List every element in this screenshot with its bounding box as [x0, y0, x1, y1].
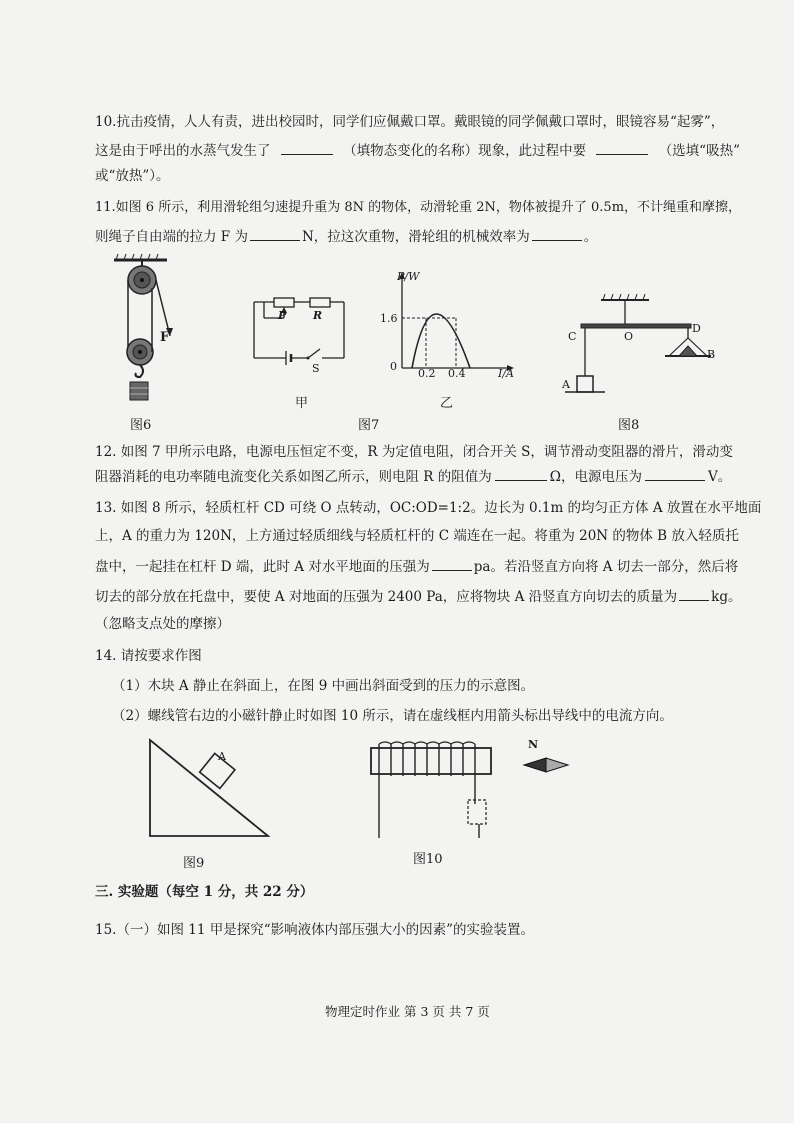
q13-line5: （忽略支点处的摩擦） [95, 616, 230, 632]
q10-text-a: 这是由于呼出的水蒸气发生了 [95, 143, 271, 159]
q10-blank-1[interactable] [281, 140, 333, 155]
fig9-caption: 图9 [183, 856, 205, 871]
q11-blank-1[interactable] [250, 226, 300, 241]
q10-text-c: （选填“吸热” [658, 143, 740, 159]
q12-text-a: 阻器消耗的电功率随电流变化关系如图乙所示，则电阻 R 的阻值为 [95, 469, 492, 485]
fig10-label-n: N [528, 738, 539, 751]
fig7-x-tick-1: 0.2 [418, 367, 436, 380]
q13-line2: 上，A 的重力为 120N，上方通过轻质细线与轻质杠杆的 C 端连在一起。将重为 20N 的物体 B 放入轻质托 [95, 528, 739, 544]
q10-line1: 10.抗击疫情，人人有责，进出校园时，同学们应佩戴口罩。戴眼镜的同学佩戴口罩时，眼镜容易“起雾”， [95, 114, 725, 130]
fig9-label-a: A [218, 750, 226, 763]
q11-blank-2[interactable] [532, 226, 582, 241]
fig7-x-axis-label: I/A [498, 367, 514, 380]
q13-text-c: 切去的部分放在托盘中，要使 A 对地面的压强为 2400 Pa，应将物块 A 沿竖直方向切去的质量为 [95, 589, 678, 605]
fig7-origin: 0 [390, 360, 397, 373]
q11-text-b: N，拉这次重物，滑轮组的机械效率为 [301, 229, 530, 245]
q13-blank-1[interactable] [432, 556, 472, 571]
q13-text-a: 盘中，一起挂在杠杆 D 端，此时 A 对水平地面的压强为 [95, 559, 430, 575]
q14-title: 14. 请按要求作图 [95, 648, 202, 664]
fig7-y-tick: 1.6 [380, 312, 398, 325]
fig6-caption: 图6 [130, 418, 152, 433]
q11-text-c: 。 [583, 229, 598, 245]
fig8-lever-diagram [565, 290, 715, 402]
fig7-y-axis-label: P/W [397, 270, 420, 283]
fig7-sub-a: 甲 [295, 396, 309, 411]
q13-line1: 13. 如图 8 所示，轻质杠杆 CD 可绕 O 点转动，OC:OD=1:2。边长为 0.1m 的均匀正方体 A 放置在水平地面 [95, 500, 762, 516]
q13-blank-2[interactable] [679, 586, 709, 601]
q12-text-b: Ω，电源电压为 [549, 469, 642, 485]
q11-text-a: 则绳子自由端的拉力 F 为 [95, 229, 248, 245]
fig10-caption: 图10 [413, 852, 443, 867]
fig6-pulley-diagram [112, 254, 182, 414]
fig7-x-tick-2: 0.4 [448, 367, 466, 380]
q14-sub2: （2）螺线管右边的小磁针静止时如图 10 所示，请在虚线框内用箭头标出导线中的电流方向。 [112, 708, 673, 724]
q10-line2 [95, 140, 740, 161]
fig8-label-c: C [568, 330, 577, 343]
q12-blank-1[interactable] [495, 466, 547, 481]
fig8-label-a: A [562, 378, 570, 391]
fig7-label-r: R [313, 309, 323, 322]
q12-text-c: V。 [707, 469, 732, 485]
fig10-solenoid-diagram [365, 740, 515, 845]
fig7-sub-b: 乙 [440, 396, 454, 411]
page-footer: 物理定时作业 第 3 页 共 7 页 [325, 1004, 490, 1019]
fig7-power-current-graph [380, 270, 520, 380]
fig9-incline-diagram [150, 740, 275, 840]
q12-line2 [95, 466, 731, 487]
fig8-label-d: D [692, 322, 701, 335]
q13-line3 [95, 556, 738, 577]
q11-line1: 11.如图 6 所示，利用滑轮组匀速提升重为 8N 的物体，动滑轮重 2N，物体被提升了 0.5m，不计绳重和摩擦， [95, 200, 742, 215]
q10-line3: 或“放热”）。 [95, 168, 170, 184]
compass-needle-icon [522, 755, 572, 775]
fig8-caption: 图8 [618, 418, 640, 433]
fig7-label-p: P [278, 309, 287, 322]
fig7-caption: 图7 [358, 418, 380, 433]
q12-line1: 12. 如图 7 甲所示电路，电源电压恒定不变，R 为定值电阻，闭合开关 S，调节滑动变阻器的滑片，滑动变 [95, 444, 733, 460]
fig8-label-b: B [707, 348, 716, 361]
q15-line1: 15.（一）如图 11 甲是探究“影响液体内部压强大小的因素”的实验装置。 [95, 922, 535, 938]
q11-line2 [95, 226, 597, 247]
q10-text-b: （填物态变化的名称）现象，此过程中要 [343, 143, 587, 159]
fig7-circuit-diagram [250, 296, 350, 366]
q14-sub1: （1）木块 A 静止在斜面上，在图 9 中画出斜面受到的压力的示意图。 [112, 678, 535, 694]
q10-blank-2[interactable] [596, 140, 648, 155]
q13-line4 [95, 586, 741, 607]
fig8-label-o: O [624, 330, 634, 343]
fig7-label-s: S [312, 362, 320, 375]
q13-text-d: kg。 [711, 589, 742, 605]
section3-title: 三. 实验题（每空 1 分，共 22 分） [95, 884, 314, 900]
q13-text-b: pa。若沿竖直方向将 A 切去一部分，然后将 [473, 559, 739, 575]
fig6-force-label: F [160, 330, 170, 345]
q12-blank-2[interactable] [645, 466, 705, 481]
